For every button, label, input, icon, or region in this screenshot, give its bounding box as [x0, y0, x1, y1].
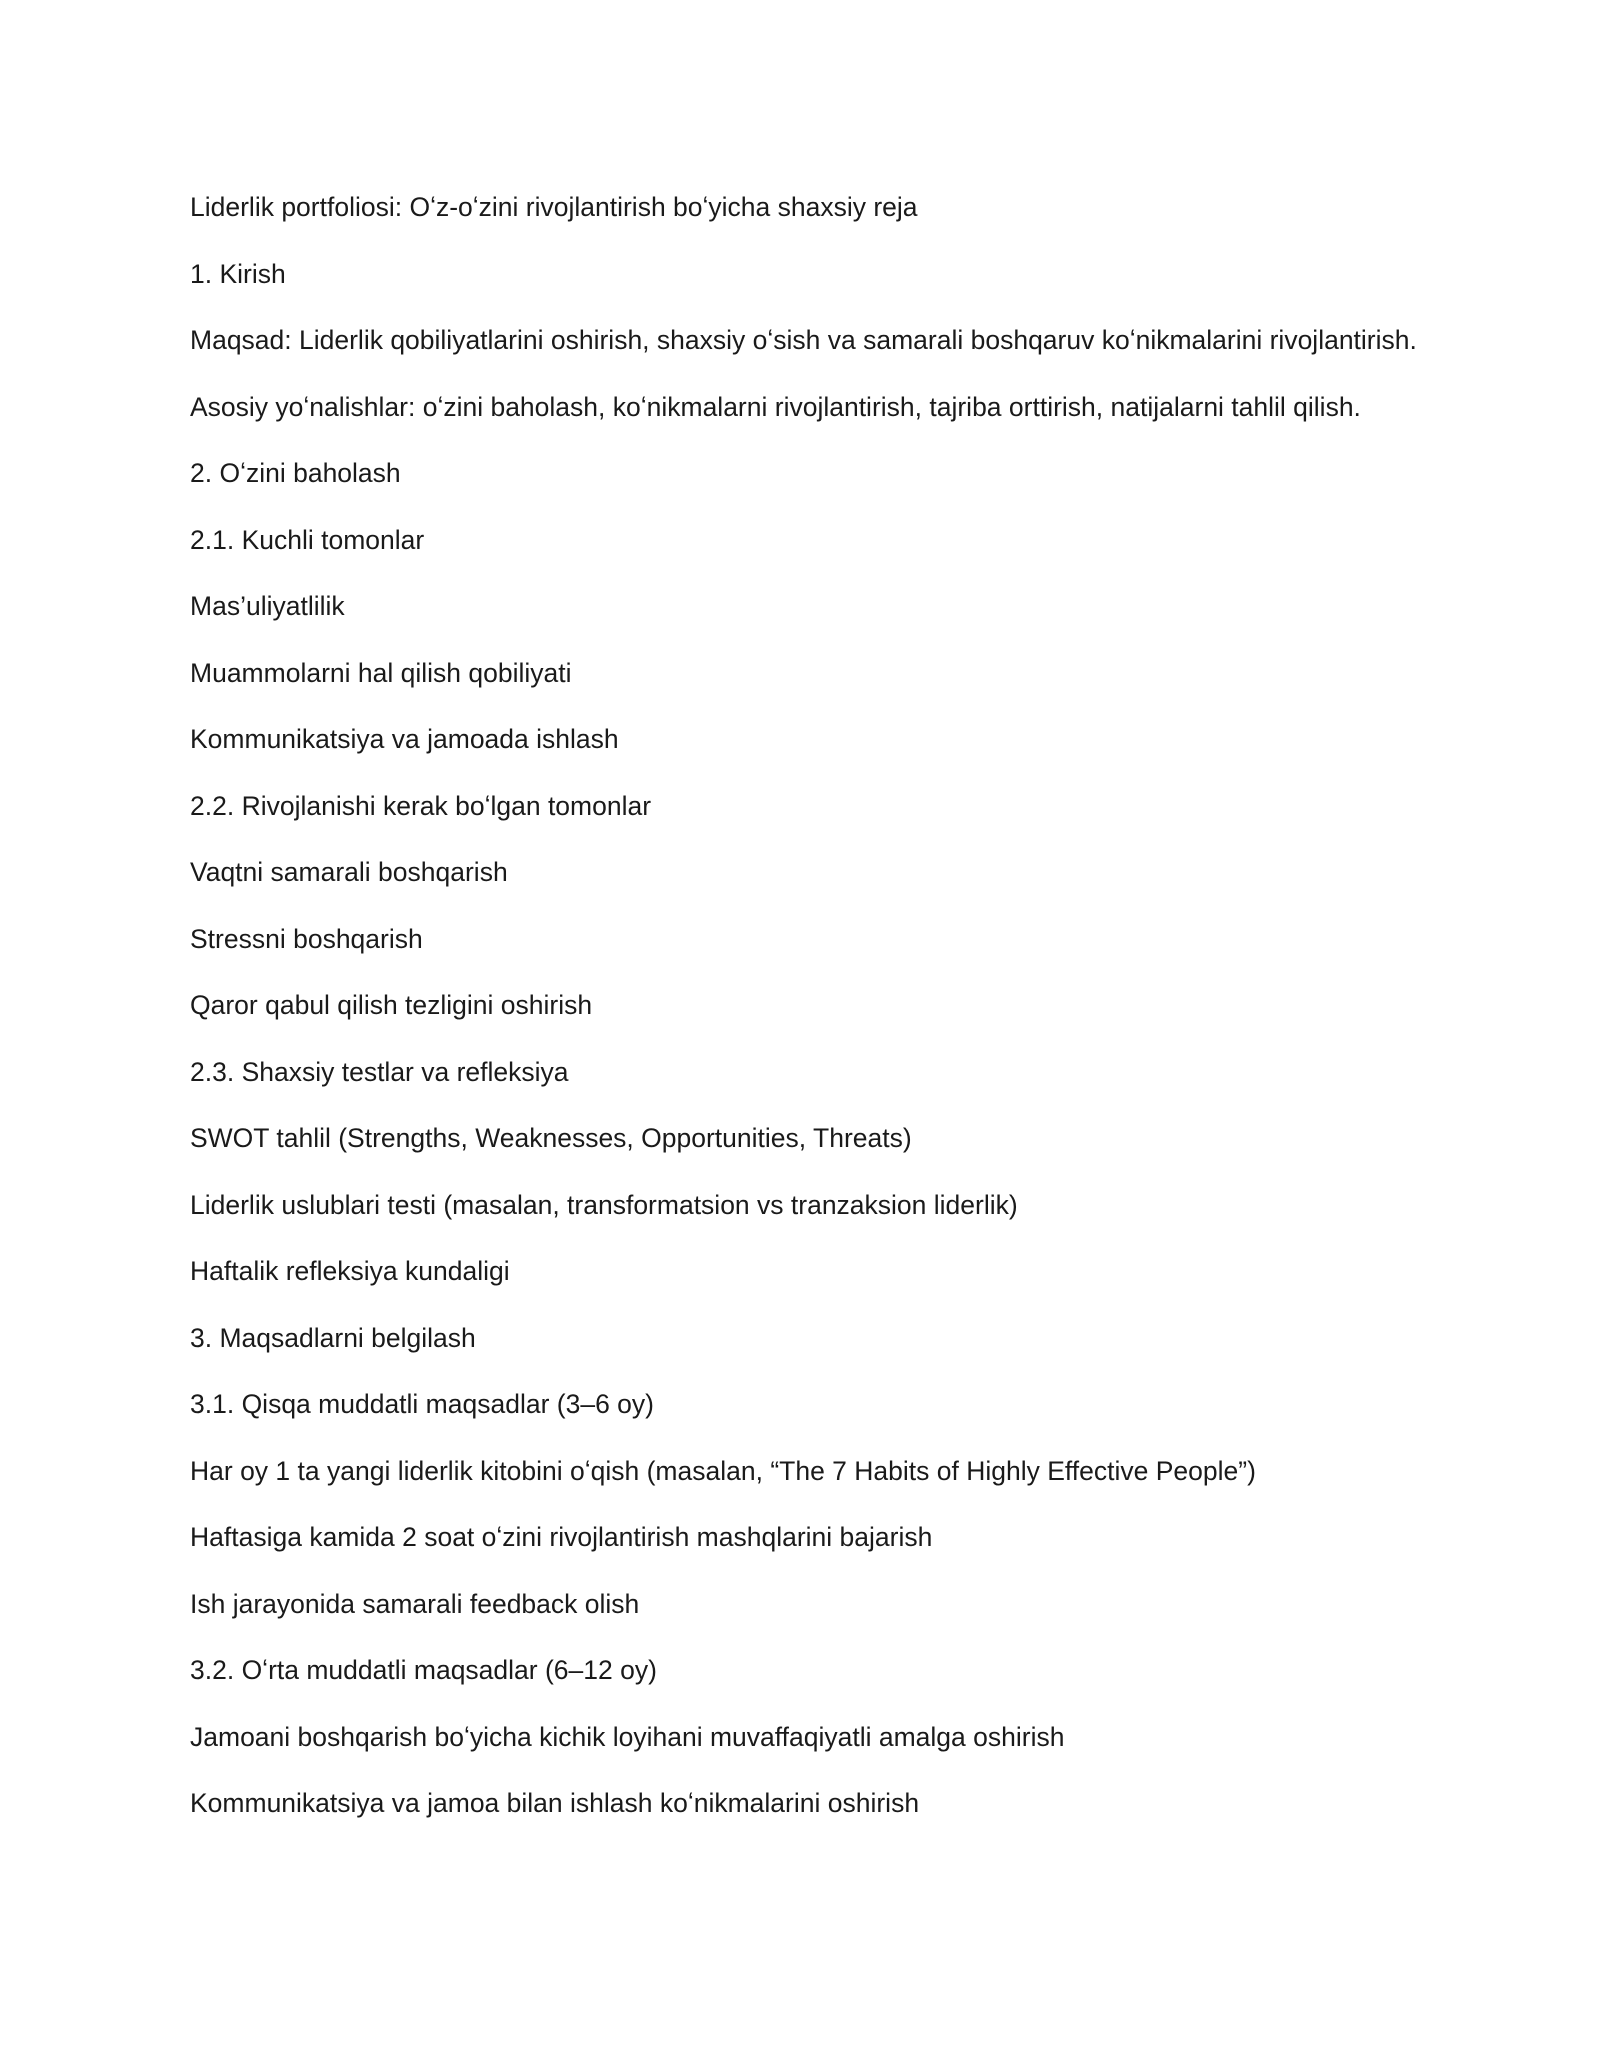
main-directions-paragraph: Asosiy yoʻnalishlar: oʻzini baholash, koʻnikmalarni rivojlantirish, tajriba orttirish, natijalarni tahlil qilish. [190, 391, 1361, 422]
list-item: Qaror qabul qilish tezligini oshirish [190, 990, 593, 1020]
list-item: Muammolarni hal qilish qobiliyati [190, 657, 572, 688]
list-item: SWOT tahlil (Strengths, Weaknesses, Opportunities, Threats) [190, 1123, 912, 1153]
document-title: Liderlik portfoliosi: Oʻz-oʻzini rivojlantirish boʻyicha shaxsiy reja [190, 192, 918, 222]
goal-paragraph: Maqsad: Liderlik qobiliyatlarini oshirish, shaxsiy oʻsish va samarali boshqaruv koʻnikmalarini rivojlantirish. [190, 325, 1417, 355]
list-item: Kommunikatsiya va jamoada ishlash [190, 724, 619, 754]
section-heading-goals: 3. Maqsadlarni belgilash [190, 1322, 476, 1353]
subsection-heading-mid-term-goals: 3.2. Oʻrta muddatli maqsadlar (6–12 oy) [190, 1655, 657, 1685]
list-item: Ish jarayonida samarali feedback olish [190, 1588, 640, 1619]
subsection-heading-tests-reflection: 2.3. Shaxsiy testlar va refleksiya [190, 1056, 569, 1087]
list-item: Jamoani boshqarish boʻyicha kichik loyihani muvaffaqiyatli amalga oshirish [190, 1721, 1065, 1752]
subsection-heading-short-term-goals: 3.1. Qisqa muddatli maqsadlar (3–6 oy) [190, 1389, 654, 1419]
list-item: Liderlik uslublari testi (masalan, transformatsion vs tranzaksion liderlik) [190, 1189, 1018, 1220]
subsection-heading-areas-to-improve: 2.2. Rivojlanishi kerak boʻlgan tomonlar [190, 790, 652, 821]
subsection-heading-strengths: 2.1. Kuchli tomonlar [190, 524, 425, 555]
list-item: Mas’uliyatlilik [190, 591, 345, 621]
list-item: Har oy 1 ta yangi liderlik kitobini oʻqish (masalan, “The 7 Habits of Highly Effective People”) [190, 1455, 1256, 1486]
list-item: Stressni boshqarish [190, 923, 423, 954]
list-item: Kommunikatsiya va jamoa bilan ishlash koʻnikmalarini oshirish [190, 1788, 920, 1818]
document-page [190, 187, 1450, 1850]
list-item: Haftasiga kamida 2 soat oʻzini rivojlantirish mashqlarini bajarish [190, 1522, 933, 1552]
section-heading-kirish: 1. Kirish [190, 258, 286, 289]
list-item: Vaqtni samarali boshqarish [190, 857, 508, 887]
list-item: Haftalik refleksiya kundaligi [190, 1256, 510, 1286]
section-heading-self-assessment: 2. Oʻzini baholash [190, 458, 401, 488]
